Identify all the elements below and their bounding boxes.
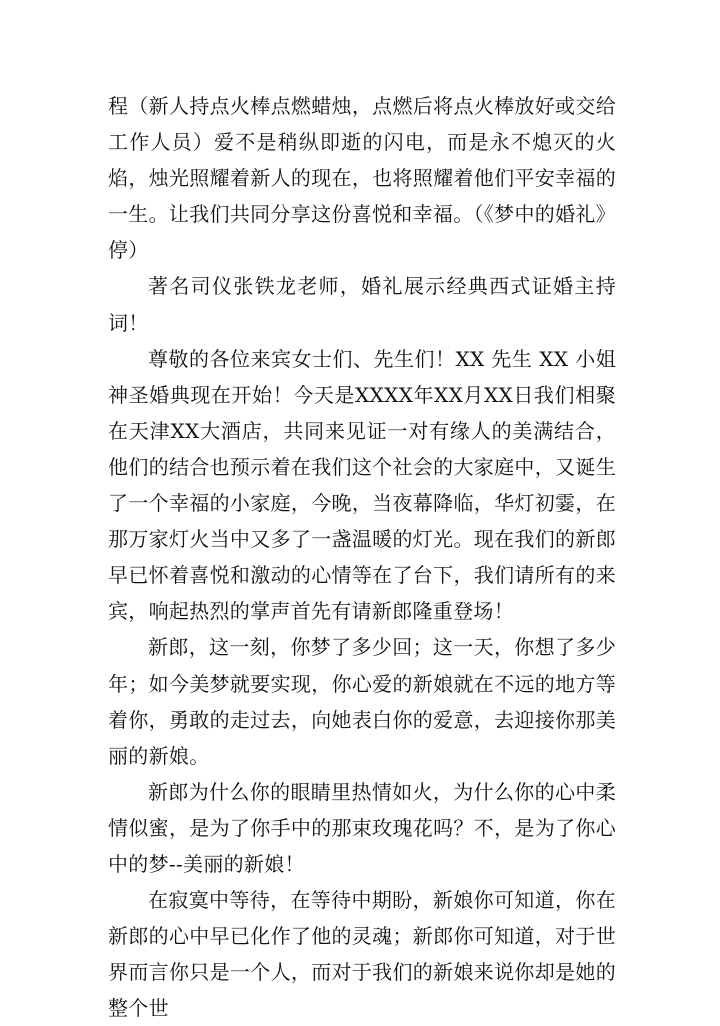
paragraph-host-intro: 著名司仪张铁龙老师，婚礼展示经典西式证婚主持词！ — [108, 274, 616, 335]
paragraph-groom-dream: 新郎，这一刻，你梦了多少回；这一天，你想了多少年；如今美梦就要实现，你心爱的新娘就在不远的地方等着你，勇敢的走过去，向她表白你的爱意，去迎接你那美丽的新娘。 — [108, 635, 616, 768]
paragraph-opening-address: 尊敬的各位来宾女士们、先生们！XX 先生 XX 小姐神圣婚典现在开始！今天是XXXX年XX月XX日我们相聚在天津XX大酒店，共同来见证一对有缘人的美满结合，他们的结合也预示着在我们这个社会的大家庭中，又诞生了一个幸福的小家庭，今晚，当夜幕降临，华灯初霎，在那万家灯火当中又多了一盏温暖的灯光。现在我们的新郎早已怀着喜悦和激动的心情等在了台下，我们请所有的来宾，响起热烈的掌声首先有请新郎隆重登场！ — [108, 346, 616, 624]
document-page — [108, 88, 616, 1026]
paragraph-groom-question: 新郎为什么你的眼睛里热情如火，为什么你的心中柔情似蜜，是为了你手中的那束玫瑰花吗？不，是为了你心中的梦--美丽的新娘！ — [108, 779, 616, 876]
paragraph-ceremony-candle: 程（新人持点火棒点燃蜡烛，点燃后将点火棒放好或交给工作人员）爱不是稍纵即逝的闪电，而是永不熄灭的火焰，烛光照耀着新人的现在，也将照耀着他们平安幸福的一生。让我们共同分享这份喜悦和幸福。（《梦中的婚礼》停） — [108, 94, 616, 263]
paragraph-waiting: 在寂寞中等待，在等待中期盼，新娘你可知道，你在新郎的心中早已化作了他的灵魂；新郎你可知道，对于世界而言你只是一个人，而对于我们的新娘来说你却是她的整个世 — [108, 888, 616, 1021]
